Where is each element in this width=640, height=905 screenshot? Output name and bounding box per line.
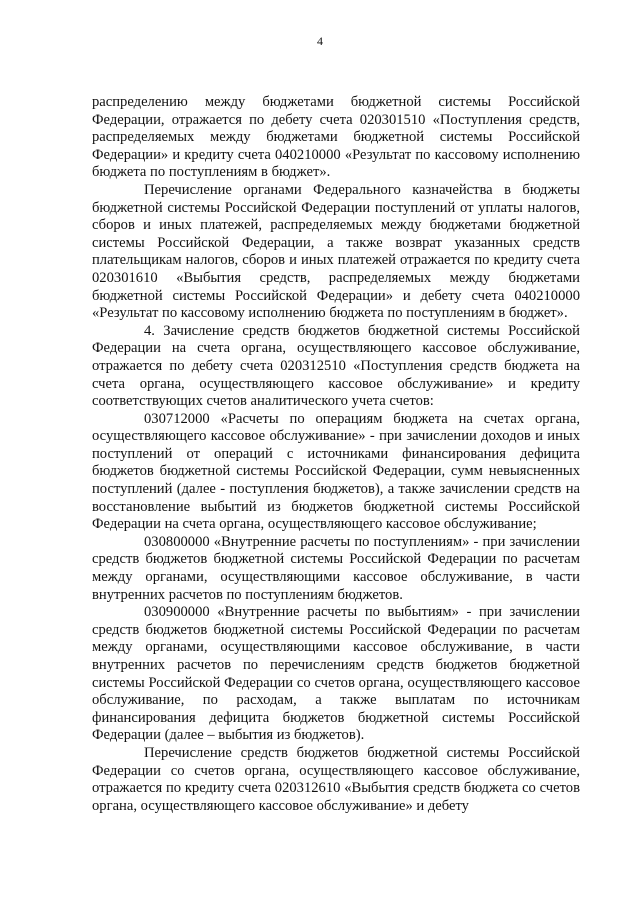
paragraph-2: Перечисление органами Федерального казначейства в бюджеты бюджетной системы Российской Федерации поступлений от уплаты налогов, сборов и иных платежей, распределяемых между бюджетами бюджетной системы Российской Федерации, а также возврат указанных средств плательщикам налогов, сборов и иных платежей отражается по кредиту счета 020301610 «Выбытия средств, распределяемых между бюджетами бюджетной системы Российской Федерации» и дебету счета 040210000 «Результат по кассовому исполнению бюджета по поступлениям в бюджет». — [92, 181, 580, 322]
paragraph-1: распределению между бюджетами бюджетной системы Российской Федерации, отражается по дебету счета 020301510 «Поступления средств, распределяемых между бюджетами бюджетной системы Российской Федерации» и кредиту счета 040210000 «Результат по кассовому исполнению бюджета по поступлениям в бюджет». — [92, 94, 580, 181]
document-body — [92, 94, 580, 815]
paragraph-6: 030900000 «Внутренние расчеты по выбытиям» - при зачислении средств бюджетов бюджетной системы Российской Федерации по расчетам между органами, осуществляющими кассовое обслуживание, в части внутренних расчетов по перечислениям средств бюджетов бюджетной системы Российской Федерации со счетов органа, осуществляющего кассовое обслуживание, по расходам, а также выплатам по источникам финансирования дефицита бюджетов бюджетной системы Российской Федерации (далее – выбытия из бюджетов). — [92, 604, 580, 744]
paragraph-4: 030712000 «Расчеты по операциям бюджета на счетах органа, осуществляющего кассовое обслуживание» - при зачислении доходов и иных поступлений от операций с источниками финансирования дефицита бюджетов бюджетной системы Российской Федерации, сумм невыясненных поступлений (далее - поступления бюджетов), а также зачислении средств на восстановление выбытий из бюджетов бюджетной системы Российской Федерации на счета органа, осуществляющего кассовое обслуживание; — [92, 410, 580, 533]
paragraph-3: 4. Зачисление средств бюджетов бюджетной системы Российской Федерации на счета органа, осуществляющего кассовое обслуживание, отражается по дебету счета 020312510 «Поступления средств бюджета на счета органа, осуществляющего кассовое обслуживание» и кредиту соответствующих счетов аналитического учета счетов: — [92, 322, 580, 410]
paragraph-5: 030800000 «Внутренние расчеты по поступлениям» - при зачислении средств бюджетов бюджетной системы Российской Федерации по расчетам между органами, осуществляющими кассовое обслуживание, в части внутренних расчетов по поступлениям бюджетов. — [92, 533, 580, 603]
paragraph-7: Перечисление средств бюджетов бюджетной системы Российской Федерации со счетов органа, осуществляющего кассовое обслуживание, отражается по кредиту счета 020312610 «Выбытия средств бюджета со счетов органа, осуществляющего кассовое обслуживание» и дебету — [92, 744, 580, 814]
page-number: 4 — [317, 34, 323, 48]
